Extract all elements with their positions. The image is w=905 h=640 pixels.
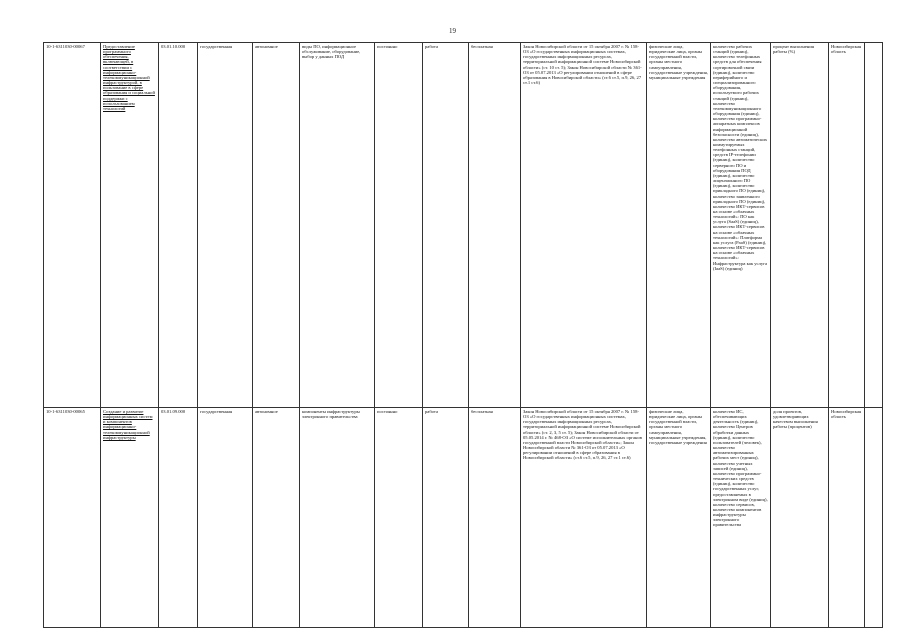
cell-indicators: количество рабочих станций (единиц), количество телефонных средств для обеспечения сортировочной связи (единиц), количество периферийного и специализированного оборудования, используемого рабочих станций (единиц), количество телекоммуникационного оборудования (единиц), количество программно-аппаратных комплексов информационной безопасности (единиц), количество автоматических коммутируемых телефонных станций, средств IP-телефонии (единиц), количество серверного ПО и оборудования ПОД (единиц), количество лицензионного ПО (единиц), количество прикладного ПО (единиц), количество заявленного прикладного ПО (единиц), количество ИКТ-сервисов на основе «облачных технологий»: ПО как услуга (SaaS) (единиц), количество ИКТ-сервисов на основе «облачных технологий»: Платформа как услуга (PaaS) (единиц), количество ИКТ-сервисов на основе «облачных технологий»: Инфраструктура как услуга (IaaS) (единиц) [711,43,771,408]
cell-territory: Новосибирская область [829,408,865,628]
cell-legal: Закон Новосибирской области от 15 октября 2007 г. № 158-ОЗ «О государственных информационных системах, государственных информационных ресурсах, территориальной информационной системе Новосибирской области» (ст. 10 ст. 5); Закон Новосибирской области № 361-ОЗ от 05.07.2013 «О регулировании отношений в сфере образования в Новосибирской области» (ст.6 ст.5, п.9, 26, 27 ст.1 ст.6) [521,43,647,408]
cell-indicators: количество ИС, обеспечивающих деятельность (единиц), количество Центров обработки данных (единиц), количество пользователей (человек), количество автоматизированных рабочих мест (единиц), количество учетных записей (единиц), количество программно-технических средств (единиц), количество государственных услуг, предоставляемых в электронном виде (единиц), количество сервисов, количество компонентов инфраструктуры электронного правительства [711,408,771,628]
cell-territory: Новосибирская область [829,43,865,408]
cell-kind: государственная [198,408,253,628]
cell-note [865,408,883,628]
cell-unit: работа [423,408,469,628]
cell-consumers: физические лица, юридические лица, органы государственной власти, органы местного самоуправления, муниципальные учреждения, государственные учреждения [647,408,711,628]
cell-kind: государственная [198,43,253,408]
page-number: 19 [449,27,456,35]
cell-reg-number: 10-1-6311030-00065 [44,408,101,628]
cell-pay: бесплатная [469,408,521,628]
cell-pay: бесплатная [469,43,521,408]
cell-consumers: физические лица, юридические лица, органы государственной власти, органы местного самоуправления, государственные учреждения, муниципальные учреждения [647,43,711,408]
cell-mode: автономное [253,408,300,628]
cell-period: постоянно [375,43,423,408]
cell-legal: Закон Новосибирской области от 15 октября 2007 г. № 158-ОЗ «О государственных информационных системах, государственных информационных ресурсах, территориальной информационной системе Новосибирской области» (ст. 2, 3, 5 ст. 5); Закон Новосибирской области от 05.05.2014 г. № 468-ОЗ «О системе исполнительных органов государственной власти Новосибирской области»; Закон Новосибирской области № 361-ОЗ от 05.07.2013 «О регулировании отношений в сфере образования в Новосибирской области» (ст.6 ст.5, п.9, 26, 27 ст.1 ст.6) [521,408,647,628]
table-row [44,43,883,408]
cell-content: компоненты инфраструктуры электронного правительства [300,408,375,628]
registry-table [43,42,883,628]
cell-description: Предоставление программного обеспечения, включающей, в соответствии с информационно-телекоммуникационной инфраструктурой, в пользование в сфере образования и социальной поддержки с использованием технологий [101,43,159,408]
cell-unit: работа [423,43,469,408]
cell-note [865,43,883,408]
cell-quality: доля проектов, удовлетворяющих качеством выполнения работы (процентов) [771,408,829,628]
cell-period: постоянно [375,408,423,628]
cell-reg-number: 10-1-6311030-00067 [44,43,101,408]
cell-code: 03.01.10.000 [159,43,198,408]
cell-content: виды ПО, информационное обслуживание, оборудование, выбор у данных ПОД [300,43,375,408]
cell-mode: автономное [253,43,300,408]
table-row [44,408,883,628]
cell-description: Создание и развитие информационных систем и компонентов информационно-телекоммуникационной инфраструктуры [101,408,159,628]
cell-code: 03.01.09.000 [159,408,198,628]
cell-quality: процент выполнения работы (%) [771,43,829,408]
